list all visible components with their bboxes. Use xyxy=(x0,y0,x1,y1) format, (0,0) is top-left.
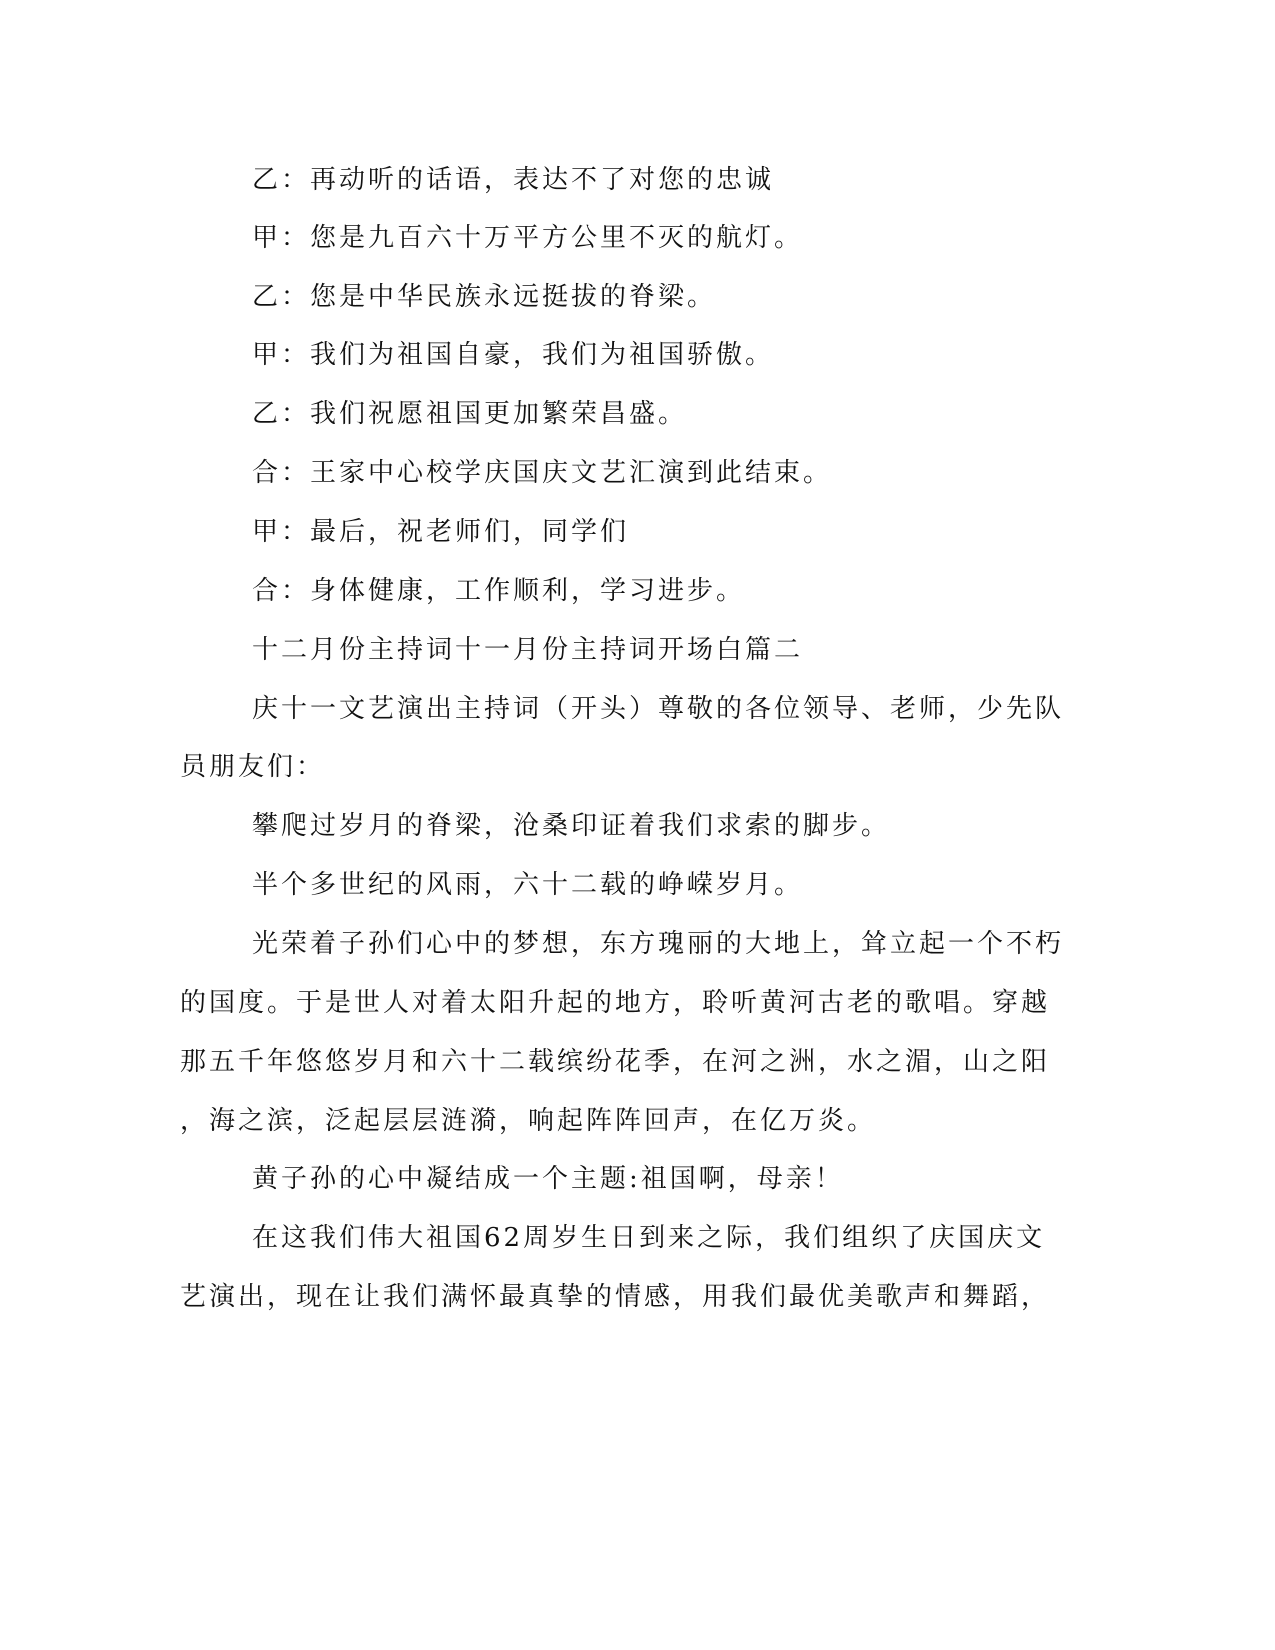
paragraph-line-11: 艺演出，现在让我们满怀最真挚的情感，用我们最优美歌声和舞蹈， xyxy=(180,1282,1051,1312)
dialogue-line-8: 合：身体健康，工作顺利，学习进步。 xyxy=(252,576,746,606)
paragraph-line-5: 光荣着子孙们心中的梦想，东方瑰丽的大地上，耸立起一个不朽 xyxy=(252,929,1065,959)
paragraph-line-4: 半个多世纪的风雨，六十二载的峥嵘岁月。 xyxy=(252,870,804,900)
dialogue-line-2: 甲：您是九百六十万平方公里不灭的航灯。 xyxy=(252,223,804,253)
dialogue-line-1: 乙：再动听的话语，表达不了对您的忠诚 xyxy=(252,165,775,195)
dialogue-line-5: 乙：我们祝愿祖国更加繁荣昌盛。 xyxy=(252,399,688,429)
paragraph-line-3: 攀爬过岁月的脊梁，沧桑印证着我们求索的脚步。 xyxy=(252,811,891,841)
paragraph-line-10: 在这我们伟大祖国62周岁生日到来之际，我们组织了庆国庆文 xyxy=(252,1223,1046,1253)
dialogue-line-6: 合：王家中心校学庆国庆文艺汇演到此结束。 xyxy=(252,458,833,488)
section-heading: 十二月份主持词十一月份主持词开场白篇二 xyxy=(252,635,804,665)
dialogue-line-4: 甲：我们为祖国自豪，我们为祖国骄傲。 xyxy=(252,340,775,370)
paragraph-line-2: 员朋友们： xyxy=(180,752,326,782)
dialogue-line-3: 乙：您是中华民族永远挺拔的脊梁。 xyxy=(252,282,717,312)
paragraph-line-9: 黄子孙的心中凝结成一个主题:祖国啊，母亲！ xyxy=(252,1164,844,1194)
paragraph-line-1: 庆十一文艺演出主持词（开头）尊敬的各位领导、老师，少先队 xyxy=(252,694,1065,724)
paragraph-line-6: 的国度。于是世人对着太阳升起的地方，聆听黄河古老的歌唱。穿越 xyxy=(180,988,1051,1018)
paragraph-line-7: 那五千年悠悠岁月和六十二载缤纷花季，在河之洲，水之湄，山之阳 xyxy=(180,1047,1051,1077)
dialogue-line-7: 甲：最后，祝老师们，同学们 xyxy=(252,517,630,547)
paragraph-line-8: ，海之滨，泛起层层涟漪，响起阵阵回声，在亿万炎。 xyxy=(180,1106,877,1136)
